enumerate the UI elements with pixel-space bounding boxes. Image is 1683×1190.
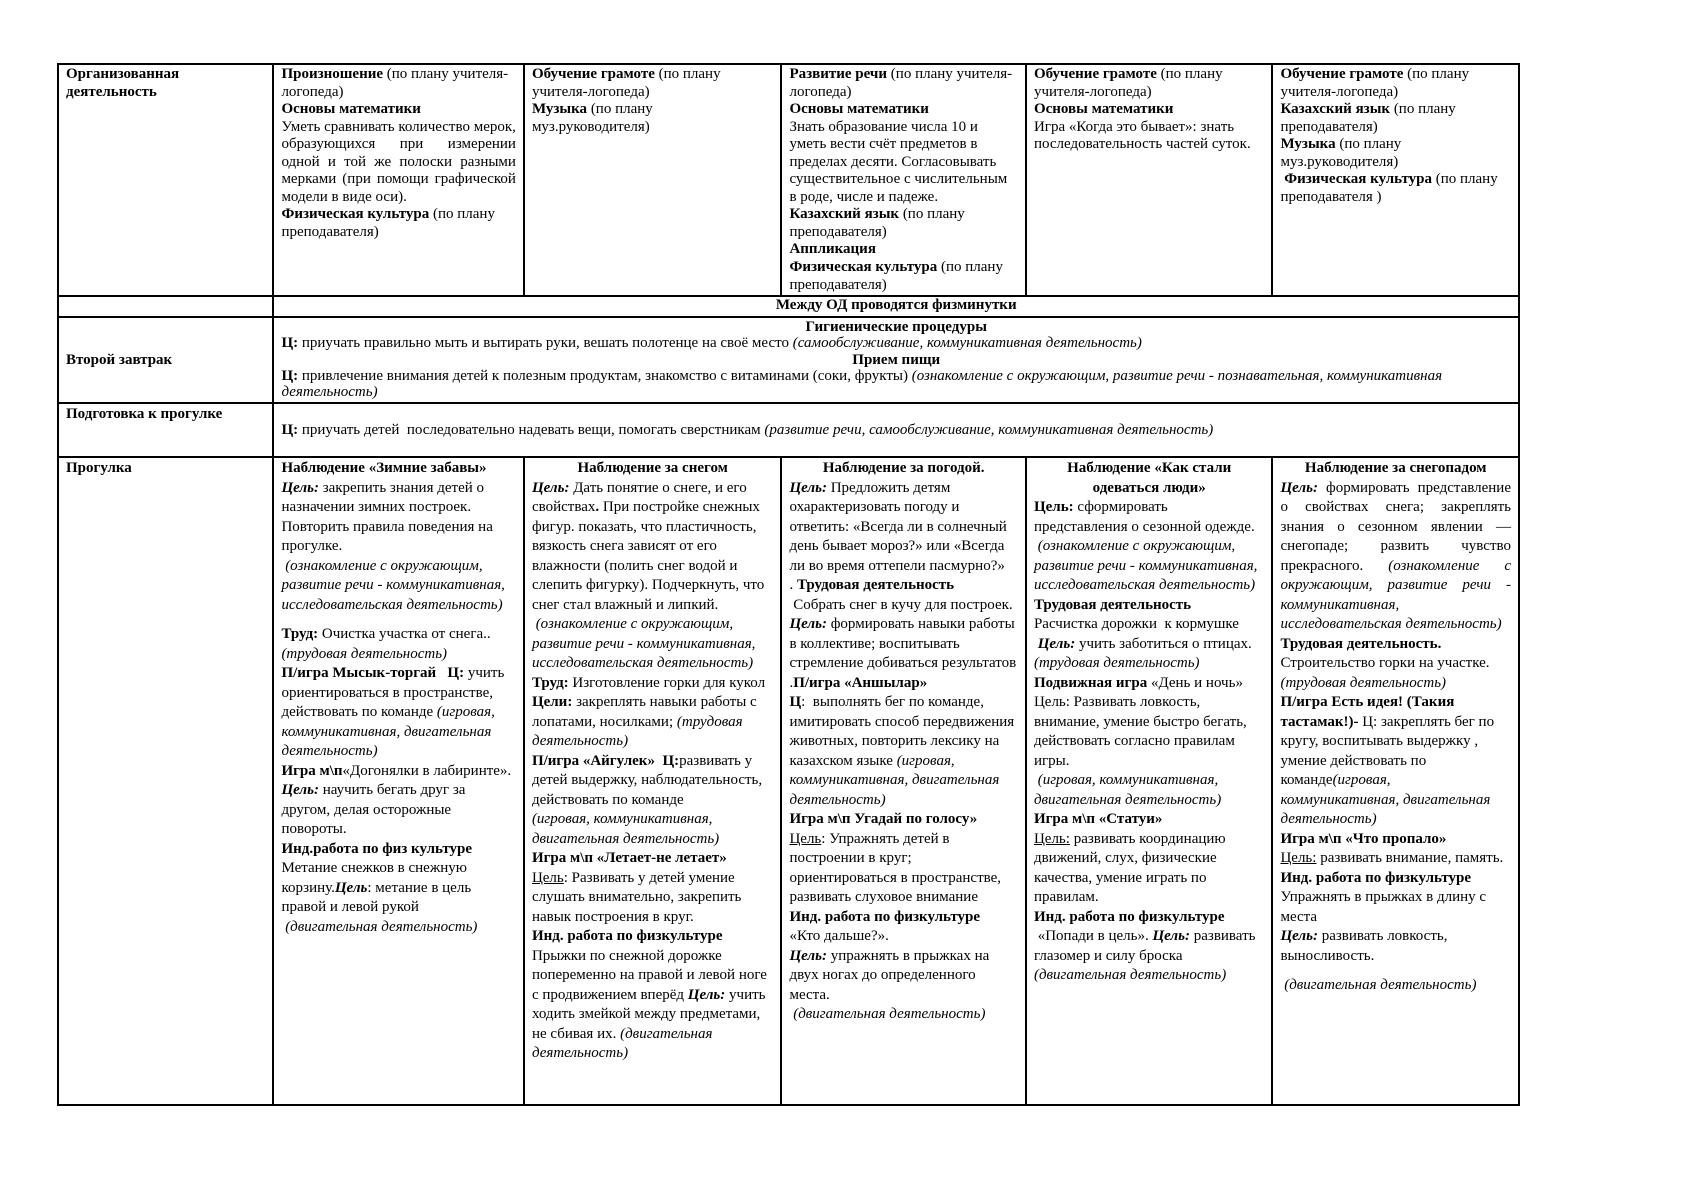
cell-walk-day1 — [273, 457, 524, 1105]
text-run: Наблюдение «Как стали одеваться люди» — [1067, 460, 1236, 496]
paragraph — [1280, 459, 1511, 479]
text-run: Цель: — [1280, 479, 1318, 496]
paragraph — [1034, 498, 1265, 537]
text-run: учить заботиться о птицах. — [1075, 635, 1256, 652]
paragraph — [281, 118, 520, 207]
text-run: Подвижная игра — [1033, 674, 1148, 691]
paragraph — [789, 810, 1018, 830]
cell-label-walk-preparation — [58, 403, 273, 457]
text-run: (двигательная деятельность) — [281, 918, 478, 935]
text-run: Казахский язык — [789, 206, 900, 223]
text-run: Строительство горки на участке. — [1280, 635, 1494, 672]
text-run: (ознакомление с окружающим, развитие речи - коммуникативная, исследовательская деятельность) — [1033, 538, 1262, 594]
text-run: научить бегать друг за другом, делая осторожные повороты. — [281, 782, 470, 838]
paragraph — [1280, 101, 1511, 136]
paragraph — [1280, 927, 1511, 966]
paragraph — [281, 840, 516, 860]
cell-walk-day4 — [1026, 457, 1273, 1105]
text-run: учить ориентироваться в пространстве, действовать по команде — [281, 665, 509, 721]
paragraph — [281, 319, 1511, 335]
text-run: Метание снежков в снежную корзину. — [281, 860, 471, 896]
text-run: (по плану преподавателя) — [789, 259, 1007, 293]
text-run: Изготовление горки для кукол — [568, 674, 766, 691]
paragraph — [281, 421, 1511, 440]
row-title: Организованная деятельность — [66, 66, 180, 100]
text-run: (игровая, коммуникативная, двигательная деятельность) — [1033, 772, 1222, 808]
daily-plan-table — [57, 63, 1520, 1106]
paragraph — [1280, 849, 1511, 869]
paragraph — [281, 352, 1511, 368]
paragraph — [281, 762, 516, 782]
text-run: (по плану учителя-логопеда) — [1033, 66, 1227, 100]
paragraph — [789, 576, 1018, 596]
paragraph — [532, 849, 774, 869]
paragraph — [1034, 66, 1265, 101]
paragraph — [1034, 119, 1265, 154]
text-run: «Кто дальше?». — [789, 928, 889, 945]
cell-walk-day3 — [781, 457, 1026, 1105]
paragraph — [789, 615, 1018, 674]
text-run: П/игра Мысык-торгай Ц: — [281, 665, 465, 682]
paragraph — [532, 615, 774, 674]
paragraph — [1034, 830, 1265, 908]
text-run: Наблюдение за снегопадом — [1304, 460, 1487, 477]
text-run: упражнять в прыжках на двух ногах до определенного места. — [789, 947, 994, 1003]
paragraph — [1034, 771, 1265, 810]
text-run: : метание в цель правой и левой рукой — [281, 879, 475, 916]
row-title: Прогулка — [66, 460, 132, 477]
text-run: Инд. работа по физкультуре — [789, 908, 981, 925]
cell-od-day4 — [1026, 64, 1273, 296]
paragraph — [532, 66, 774, 101]
row-fizminutki — [58, 296, 1519, 317]
text-run: Труд: — [531, 674, 569, 691]
text-run: Цель: — [1280, 850, 1317, 867]
paragraph — [281, 859, 516, 918]
text-run: (по плану преподавателя) — [1280, 101, 1460, 135]
row-title: Второй завтрак — [66, 351, 173, 368]
text-run: «День и ночь» — [1147, 674, 1243, 691]
cell-label-organized-activity — [58, 64, 273, 296]
paragraph — [281, 625, 516, 664]
text-run: Цель: — [1280, 928, 1318, 945]
text-run: Очистка участка от снега.. — [318, 626, 495, 643]
paragraph — [532, 459, 774, 479]
text-run: (по плану учителя-логопеда) — [531, 66, 725, 100]
paragraph — [532, 479, 774, 616]
text-run: Цель — [531, 869, 564, 886]
paragraph — [532, 869, 774, 928]
row-title: Подготовка к прогулке — [66, 406, 223, 423]
text-run: развивать у детей выдержку, наблюдательность, действовать по команде — [531, 752, 766, 808]
text-run: (двигательная деятельность) — [1033, 967, 1227, 984]
text-run: Основы математики — [281, 101, 421, 118]
paragraph — [789, 1005, 1018, 1025]
paragraph — [281, 557, 516, 616]
paragraph — [1034, 908, 1265, 928]
text-run: : Развивать у детей умение слушать внимательно, закрепить навык построения в круг. — [531, 869, 746, 925]
text-run: Физическая культура — [281, 206, 430, 223]
paragraph — [789, 693, 1018, 810]
text-run: развивать координацию движений, слух, физические качества, умение играть по правилам. — [1033, 830, 1230, 906]
paragraph — [1034, 674, 1265, 694]
text-run: Труд: — [281, 626, 319, 643]
paragraph — [789, 927, 1018, 947]
text-run: (по плану учителя-логопеда) — [1280, 66, 1473, 100]
text-run: Аппликация — [789, 241, 876, 258]
paragraph — [789, 674, 1018, 694]
text-run: Знать образование числа 10 и уметь вести счёт предметов в пределах десяти. Согласовывать существительное с числительным в роде, числе и падеже. — [789, 118, 1012, 205]
text-run: формировать навыки работы в коллективе; воспитывать стремление добиваться результатов — [789, 616, 1019, 672]
paragraph — [789, 101, 1018, 119]
paragraph — [789, 206, 1018, 241]
text-run: учить ходить змейкой между предметами, не сбивая их. — [531, 986, 770, 1042]
text-run: формировать представление о свойствах снега; закреплять знания о сезонном явлении — снегопаде; развить чувство прекрасного. — [1280, 479, 1515, 574]
paragraph — [1034, 615, 1265, 635]
text-run: . — [789, 577, 797, 594]
paragraph — [532, 947, 774, 1064]
text-run: Обучение грамоте — [1033, 66, 1157, 82]
text-run: П/игра «Аншылар» — [793, 674, 928, 691]
text-run: (трудовая деятельность) — [281, 645, 448, 662]
text-run: Основы математики — [1033, 101, 1174, 118]
text-run: Игра м\п «Статуи» — [1033, 811, 1163, 828]
cell-od-day5 — [1272, 64, 1519, 296]
cell-od-day2 — [524, 64, 782, 296]
text-run: Трудовая деятельность. — [1280, 635, 1442, 652]
text-run: (ознакомление с окружающим, развитие речи - коммуникативная, исследовательская деятельность) — [531, 616, 760, 672]
paragraph — [532, 693, 774, 752]
text-run: сформировать представления о сезонной одежде. — [1033, 499, 1255, 535]
text-run: Обучение грамоте — [1280, 66, 1404, 82]
paragraph — [281, 101, 516, 119]
text-run: (двигательная деятельность) — [789, 1006, 986, 1023]
text-run: (развитие речи, самообслуживание, коммуникативная деятельность) — [764, 421, 1214, 438]
cell-label-walk — [58, 457, 273, 1105]
text-run: Ц: — [281, 335, 299, 352]
text-run: Прыжки по снежной дорожке попеременно на правой и левой ноге с продвижением вперёд — [531, 947, 771, 1003]
paragraph — [532, 810, 774, 849]
text-run: Ц: закреплять бег по кругу, воспитывать выдержку , умение действовать по команде — [1280, 713, 1498, 789]
text-run: развивать глазомер и силу броска — [1033, 928, 1260, 964]
text-run: Прием пищи — [852, 351, 941, 368]
paragraph — [789, 66, 1018, 101]
text-run: Игра м\п «Летает-не летает» — [531, 850, 727, 867]
text-run: Основы математики — [789, 101, 929, 118]
text-run: Музыка — [1280, 136, 1336, 153]
text-run: Игра м\п Угадай по голосу» — [789, 811, 978, 828]
text-run: Инд. работа по физкультуре — [531, 928, 723, 945]
text-run: закреплять навыки работы с лопатами, носилками; — [531, 694, 761, 730]
paragraph — [789, 241, 1018, 259]
text-run: (по плану муз.руководителя) — [1280, 136, 1406, 170]
paragraph — [789, 119, 1018, 207]
text-run: : выполнять бег по команде, имитировать способ передвижения животных, повторить лексику на казахском языке — [789, 694, 1018, 769]
paragraph — [789, 459, 1018, 479]
text-run: Развитие речи — [789, 66, 888, 82]
cell-second-breakfast-content — [273, 317, 1519, 403]
paragraph — [1034, 537, 1265, 596]
cell-od-day3 — [781, 64, 1026, 296]
paragraph — [1034, 810, 1265, 830]
text-run: Произношение — [281, 66, 384, 82]
text-run: приучать детей последовательно надевать вещи, помогать сверстникам — [298, 421, 765, 438]
paragraph — [1280, 693, 1511, 830]
text-run: Цель — [789, 830, 822, 847]
text-run: (самообслуживание, коммуникативная деятельность) — [792, 335, 1142, 352]
paragraph — [789, 479, 1018, 577]
text-run: (трудовая деятельность) — [1033, 655, 1200, 672]
text-run: (трудовая деятельность) — [1280, 674, 1447, 691]
text-run: «Догонялки в лабиринте». — [342, 762, 512, 779]
text-run: Наблюдение за погодой. — [822, 460, 985, 477]
paragraph — [789, 596, 1018, 616]
paragraph — [281, 335, 1511, 351]
paragraph — [281, 664, 516, 762]
text-run: : Упражнять детей в построении в круг; ориентироваться в пространстве, развивать слуховое внимание — [789, 830, 1005, 906]
text-run: Игра «Когда это бывает»: знать последовательность частей суток. — [1033, 118, 1251, 153]
text-run: (ознакомление с окружающим, развитие речи - коммуникативная, исследовательская деятельность) — [1280, 557, 1515, 633]
cell-label-second-breakfast — [58, 317, 273, 403]
text-run: Ц: — [281, 368, 299, 385]
text-run: (по плану учителя-логопеда) — [789, 66, 1013, 100]
paragraph — [1034, 966, 1265, 986]
text-run: Наблюдение за снегом — [577, 460, 728, 477]
text-run: Цель: — [1033, 635, 1076, 652]
cell-walk-day5 — [1272, 457, 1519, 1105]
paragraph — [1034, 927, 1265, 966]
text-run: Физическая культура — [789, 259, 938, 276]
paragraph — [281, 781, 516, 840]
text-run: При постройке снежных фигур. показать, что пластичность, вязкость снега зависят от его влажности (полить снег водой и слепить фигурку). Подчеркнуть, что снег стал влажный и липкий. — [531, 499, 769, 613]
text-run: Трудовая деятельность — [1033, 596, 1192, 613]
text-run: Цель: — [1152, 928, 1190, 945]
text-run: Физическая культура — [1280, 171, 1432, 188]
text-run: Цель: — [1033, 830, 1070, 847]
paragraph — [1034, 693, 1265, 771]
text-run: Цель: — [531, 479, 570, 496]
paragraph — [281, 206, 516, 241]
text-run: П/игра «Айгулек» Ц: — [531, 752, 680, 769]
paragraph — [1280, 171, 1511, 206]
paragraph — [532, 927, 774, 947]
paragraph — [281, 368, 1511, 401]
paragraph — [281, 479, 516, 557]
cell-od-day1 — [273, 64, 524, 296]
paragraph — [281, 459, 516, 479]
paragraph — [789, 259, 1018, 294]
text-run: Инд. работа по физкультуре — [1280, 869, 1472, 886]
text-run: привлечение внимания детей к полезным продуктам, знакомство с витаминами (соки, фрукты) — [298, 368, 912, 385]
text-run: Цель: — [687, 986, 726, 1003]
paragraph — [1280, 976, 1511, 996]
text-run: (двигательная деятельность) — [1280, 977, 1477, 994]
paragraph — [789, 947, 1018, 1006]
paragraph — [281, 918, 516, 938]
text-run: Цель: — [1033, 499, 1074, 516]
text-run: Цель — [334, 879, 368, 896]
text-run: Уметь сравнивать количество мерок, образующихся при измерении одной и той же полоски разными мерками (при помощи графической модели в виде оси). — [281, 118, 520, 205]
text-run: Собрать снег в кучу для построек. — [789, 596, 1013, 613]
text-run: Цель: — [281, 782, 319, 799]
paragraph — [789, 830, 1018, 908]
text-run: (игровая, коммуникативная, двигательная деятельность) — [789, 752, 1004, 808]
text-run: (по плану преподавателя) — [789, 206, 969, 240]
text-run: (трудовая деятельность) — [531, 713, 747, 750]
text-run: закрепить знания детей о назначении зимних построек. Повторить правила поведения на прогулке. — [281, 479, 497, 555]
cell-walk-day2 — [524, 457, 782, 1105]
text-run: (по плану муз.руководителя) — [531, 101, 657, 135]
paragraph — [1280, 66, 1511, 101]
text-run: Инд. работа по физкультуре — [1033, 908, 1225, 925]
paragraph — [789, 908, 1018, 928]
text-run: Предложить детям охарактеризовать погоду и ответить: «Всегда ли в солнечный день бывает мороз?» или «Всегда ли во время оттепели пасмурно?» — [789, 479, 1011, 574]
text-run: Игра м\п «Что пропало» — [1280, 830, 1447, 847]
text-run: (по плану преподавателя ) — [1280, 171, 1502, 205]
text-run: Цель: — [281, 479, 319, 496]
row-organized-activity — [58, 64, 1519, 296]
paragraph — [1034, 596, 1265, 616]
cell-walk-preparation-content — [273, 403, 1519, 457]
row-second-breakfast — [58, 317, 1519, 403]
text-run: (игровая, коммуникативная, двигательная деятельность) — [531, 811, 720, 847]
paragraph — [532, 101, 774, 136]
paragraph — [1280, 136, 1511, 171]
paragraph — [1034, 101, 1265, 119]
text-run: развивать внимание, память. — [1316, 850, 1504, 867]
text-run: развивать ловкость, выносливость. — [1280, 928, 1452, 964]
text-run: «Попади в цель». — [1033, 928, 1153, 945]
text-run: (ознакомление с окружающим, развитие речи - коммуникативная, исследовательская деятельность) — [281, 557, 509, 613]
text-run: Ц: — [281, 421, 299, 438]
text-run: Цель: — [789, 616, 827, 633]
text-run: приучать правильно мыть и вытирать руки, вешать полотенце на своё место — [298, 335, 793, 352]
paragraph — [1280, 635, 1511, 694]
text-run: Гигиенические процедуры — [805, 319, 987, 336]
text-run: Цель: — [789, 947, 827, 964]
text-run: (по плану учителя-логопеда) — [281, 66, 509, 100]
paragraph — [1280, 869, 1511, 889]
text-run: Обучение грамоте — [531, 66, 655, 82]
text-run: Цели: — [531, 694, 573, 711]
text-run: . — [789, 674, 794, 691]
text-run: П/игра Есть идея! (Такия тастамак!)- — [1280, 694, 1459, 730]
paragraph — [532, 752, 774, 811]
text-run: Расчистка дорожки к кормушке — [1033, 616, 1239, 633]
paragraph — [1280, 888, 1511, 927]
text-run: Казахский язык — [1280, 101, 1391, 118]
text-run: Инд.работа по физ культуре — [281, 840, 473, 857]
paragraph — [1280, 479, 1515, 635]
paragraph — [281, 66, 516, 101]
text-run: Наблюдение «Зимние забавы» — [281, 460, 487, 477]
text-run: Музыка — [531, 101, 588, 118]
paragraph — [1034, 635, 1265, 674]
text-run: Цель: — [789, 479, 827, 496]
text-run: Ц — [789, 694, 802, 711]
row-walk — [58, 457, 1519, 1105]
text-run: Цель: Развивать ловкость, внимание, умение быстро бегать, действовать согласно правилам игры. — [1033, 694, 1251, 769]
cell-fizminutki-text: Между ОД проводятся физминутки — [273, 296, 1519, 317]
text-run: Дать понятие о снеге, и его свойствах — [531, 479, 751, 516]
text-run: . — [595, 499, 600, 516]
text-run: (игровая, коммуникативная, двигательная деятельность) — [1280, 772, 1495, 828]
text-run: Игра м\п — [281, 762, 343, 779]
paragraph — [1280, 830, 1511, 850]
cell-fizminutki-empty — [58, 296, 273, 317]
row-walk-preparation — [58, 403, 1519, 457]
text-run: Упражнять в прыжках в длину с места — [1280, 889, 1490, 925]
text-run: (игровая, коммуникативная, двигательная деятельность) — [281, 704, 499, 760]
text-run: (двигательная деятельность) — [531, 1025, 717, 1062]
paragraph — [1034, 459, 1265, 498]
text-run: (по плану преподавателя) — [281, 206, 499, 240]
text-run: Трудовая деятельность — [796, 577, 955, 594]
paragraph — [532, 674, 774, 694]
text-run: (ознакомление с окружающим, развитие речи - познавательная, коммуникативная деятельность) — [281, 368, 1446, 401]
